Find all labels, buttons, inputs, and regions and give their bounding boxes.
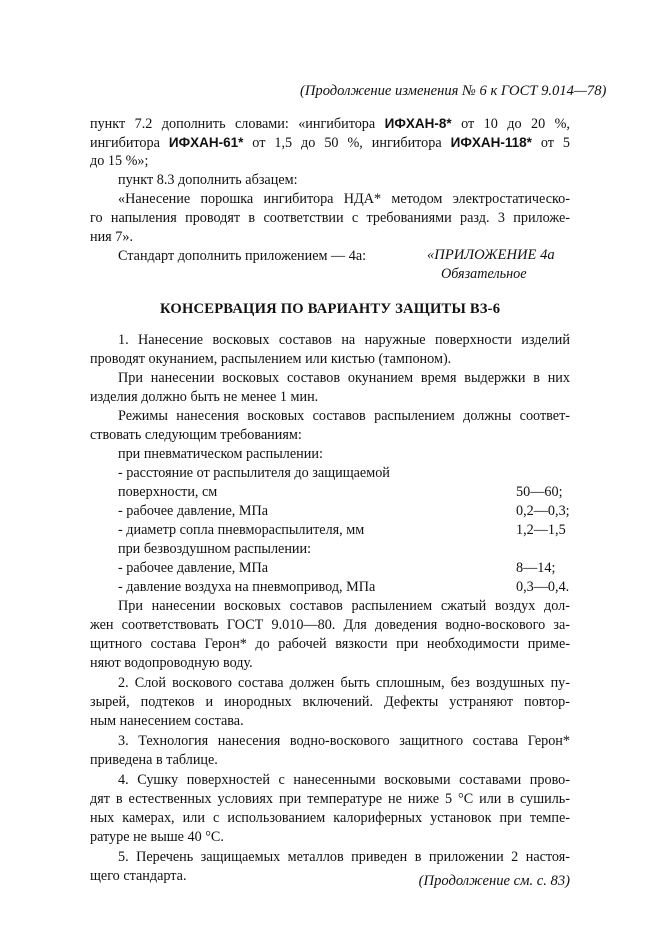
- p1-line-2: проводят окунанием, распылением или кистью (тампоном).: [90, 351, 452, 367]
- p4-line-1: При нанесении восковых составов распылением сжатый воздух дол-: [118, 598, 570, 614]
- p2-line-2: изделия должно быть не менее 1 мин.: [90, 389, 319, 405]
- p3-line-1: Режимы нанесения восковых составов распылением должны соответ-: [118, 408, 570, 424]
- p6-line-2: приведена в таблице.: [90, 752, 218, 768]
- intro-line-1: [90, 114, 570, 134]
- intro-line-2-a: ингибитора: [90, 135, 169, 151]
- param-air-drive-label: - давление воздуха на пневмопривод, МПа: [118, 579, 376, 595]
- p5-line-3: ным нанесением состава.: [90, 713, 244, 729]
- p6-line-1: 3. Технология нанесения водно-воскового защитного состава Герон*: [118, 733, 570, 749]
- param-pressure-value: 0,2—0,3;: [516, 503, 570, 519]
- param-distance-value: 50—60;: [516, 484, 563, 500]
- intro-line-2-e: от 5: [531, 135, 570, 151]
- header-continuation: (Продолжение изменения № 6 к ГОСТ 9.014—78): [300, 83, 607, 99]
- p7-line-3: ных камерах, или с использованием калориферных установок при темпе-: [90, 810, 570, 826]
- appendix-label: «ПРИЛОЖЕНИЕ 4а: [427, 247, 555, 263]
- p5-line-1: 2. Слой воскового состава должен быть сплошным, без воздушных пу-: [118, 675, 570, 691]
- param-distance-label-2: поверхности, см: [118, 484, 218, 500]
- inhibitor-ifkhan-118: ИФХАН-118*: [450, 135, 532, 150]
- intro-line-7: ния 7».: [90, 229, 133, 245]
- intro-line-8: Стандарт дополнить приложением — 4а:: [118, 248, 367, 264]
- p4-line-2: жен соответствовать ГОСТ 9.010—80. Для доведения водно-воскового за-: [90, 617, 570, 633]
- p4-line-4: няют водопроводную воду.: [90, 655, 253, 671]
- intro-line-2: [90, 133, 570, 153]
- section-title: КОНСЕРВАЦИЯ ПО ВАРИАНТУ ЗАЩИТЫ ВЗ-6: [160, 301, 501, 317]
- param-airless-pressure-label: - рабочее давление, МПа: [118, 560, 269, 576]
- p8-line-1: 5. Перечень защищаемых металлов приведен в приложении 2 настоя-: [118, 849, 570, 865]
- p7-line-2: дят в естественных условиях при температуре не ниже 5 °С или в сушиль-: [90, 791, 570, 807]
- p7-line-4: ратуре не выше 40 °С.: [90, 829, 224, 845]
- param-pressure-label: - рабочее давление, МПа: [118, 503, 269, 519]
- intro-line-5: «Нанесение порошка ингибитора НДА* методом электростатическо-: [118, 191, 570, 207]
- param-distance-label-1: - расстояние от распылителя до защищаемой: [118, 465, 390, 481]
- p3-line-2: ствовать следующим требованиям:: [90, 427, 302, 443]
- p7-line-1: 4. Сушку поверхностей с нанесенными восковыми составами прово-: [118, 772, 570, 788]
- inhibitor-ifkhan-8: ИФХАН-8*: [384, 116, 452, 131]
- intro-line-1-c: от 10 до 20 %,: [451, 116, 570, 132]
- intro-line-3: до 15 %»;: [90, 153, 149, 169]
- p1-line-1: 1. Нанесение восковых составов на наружные поверхности изделий: [118, 332, 570, 348]
- p4-line-3: щитного состава Герон* до рабочей вязкости при необходимости приме-: [90, 636, 570, 652]
- appendix-status: Обязательное: [441, 266, 527, 282]
- airless-heading: при безвоздушном распылении:: [118, 541, 312, 557]
- p5-line-2: зырей, подтеков и инородных включений. Дефекты устраняют повтор-: [90, 694, 570, 710]
- intro-line-1-a: пункт 7.2 дополнить словами: «ингибитора: [90, 116, 385, 132]
- pneumatic-heading: при пневматическом распылении:: [118, 446, 323, 462]
- footer-continuation: (Продолжение см. с. 83): [418, 873, 570, 889]
- inhibitor-ifkhan-61: ИФХАН-61*: [168, 135, 244, 150]
- param-nozzle-label: - диаметр сопла пневмораспылителя, мм: [118, 522, 365, 538]
- p2-line-1: При нанесении восковых составов окунанием время выдержки в них: [118, 370, 570, 386]
- intro-line-4: пункт 8.3 дополнить абзацем:: [118, 172, 298, 188]
- param-airless-pressure-value: 8—14;: [516, 560, 556, 576]
- intro-line-2-c: от 1,5 до 50 %, ингибитора: [243, 135, 451, 151]
- p8-line-2: щего стандарта.: [90, 868, 187, 884]
- intro-line-6: го напыления проводят в соответствии с требованиями разд. 3 приложе-: [90, 210, 570, 226]
- param-nozzle-value: 1,2—1,5: [516, 522, 566, 538]
- param-air-drive-value: 0,3—0,4.: [516, 579, 570, 595]
